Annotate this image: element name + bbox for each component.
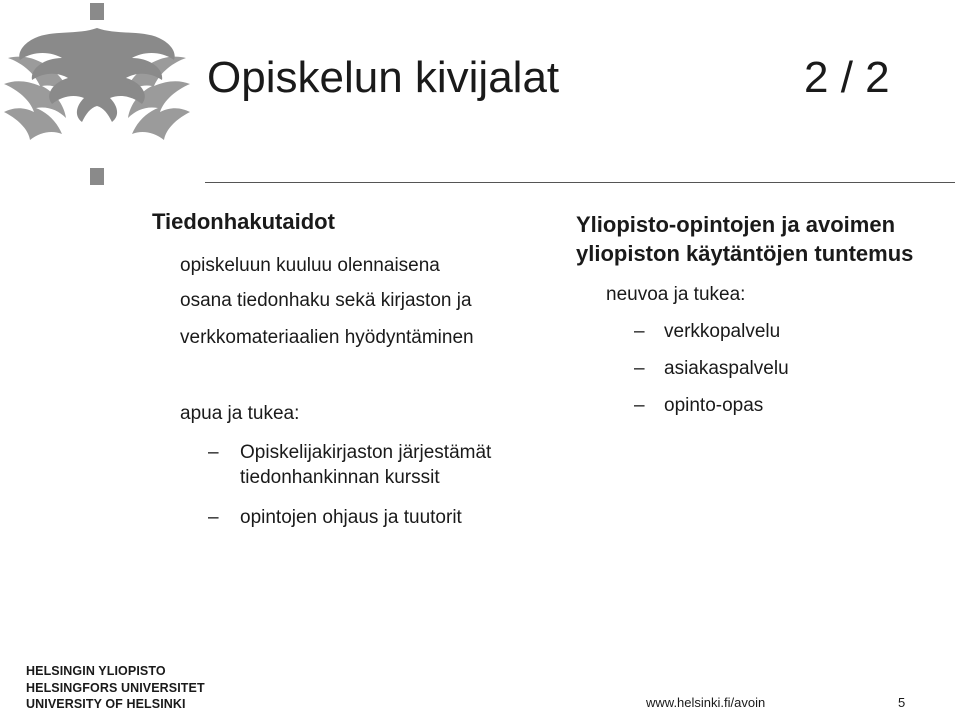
left-sub-item-2-line-1: opintojen ohjaus ja tuutorit (240, 507, 462, 528)
university-name-fi: HELSINGIN YLIOPISTO (26, 664, 166, 678)
university-flame-logo-icon (0, 0, 200, 190)
right-heading-line-1: Yliopisto-opintojen ja avoimen (576, 212, 896, 237)
slide-title: Opiskelun kivijalat (207, 53, 560, 102)
right-sub-item-3: opinto-opas (664, 395, 764, 416)
university-name-en: UNIVERSITY OF HELSINKI (26, 697, 186, 711)
left-help-label: apua ja tukea: (180, 403, 300, 424)
right-heading-line-2: yliopiston käytäntöjen tuntemus (576, 241, 914, 266)
left-sub-item-1-dash: – (208, 442, 219, 463)
right-sub-item-2: asiakaspalvelu (664, 358, 789, 379)
right-help-label: neuvoa ja tukea: (606, 284, 746, 305)
right-sub-item-1: verkkopalvelu (664, 321, 781, 342)
footer-url: www.helsinki.fi/avoin (646, 695, 766, 710)
page-indicator: 2 / 2 (804, 53, 890, 102)
left-sub-item-2-dash: – (208, 507, 219, 528)
left-line-2: osana tiedonhaku sekä kirjaston ja (180, 290, 472, 311)
left-line-1: opiskeluun kuuluu olennaisena (180, 255, 440, 276)
slide-number: 5 (898, 695, 906, 710)
title-divider (205, 182, 955, 183)
university-name-sv: HELSINGFORS UNIVERSITET (26, 680, 205, 695)
left-line-3: verkkomateriaalien hyödyntäminen (180, 327, 474, 348)
right-sub-item-3-dash: – (634, 395, 645, 416)
left-sub-item-1-line-2: tiedonhankinnan kurssit (240, 467, 440, 488)
left-heading: Tiedonhakutaidot (152, 209, 335, 234)
left-sub-item-1-line-1: Opiskelijakirjaston järjestämät (240, 442, 492, 463)
right-sub-item-1-dash: – (634, 321, 645, 342)
university-name-block (26, 663, 205, 713)
right-sub-item-2-dash: – (634, 358, 645, 379)
